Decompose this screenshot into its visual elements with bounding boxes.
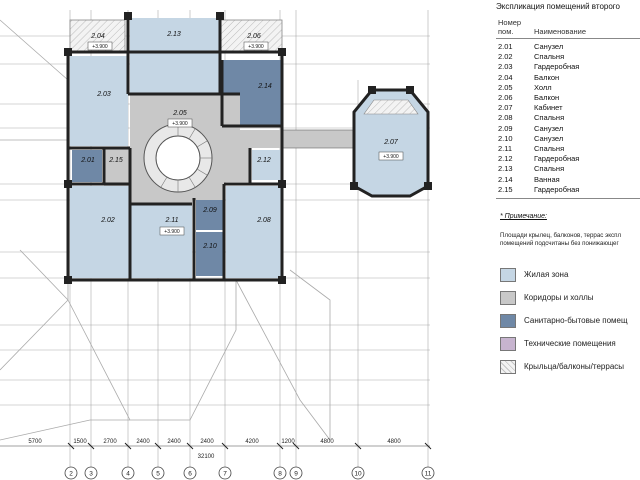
dim-label: 4800 — [387, 439, 401, 445]
axis-marker — [122, 467, 134, 479]
level-label-2.07: +3.900 — [383, 154, 399, 160]
room-label-2.11: 2.11 — [165, 217, 179, 224]
svg-text:10: 10 — [354, 470, 362, 478]
room-label-2.05: 2.05 — [173, 110, 187, 117]
legend-label: Технические помещения — [524, 339, 616, 348]
room-number: 2.15 — [498, 184, 513, 194]
svg-text:9: 9 — [294, 470, 298, 478]
legend-item — [500, 360, 640, 378]
room-number: 2.13 — [498, 164, 513, 174]
legend-swatch — [500, 360, 516, 374]
table-row — [496, 113, 640, 122]
room-name: Санузел — [534, 123, 564, 133]
room-2.01 — [72, 150, 102, 182]
room-label-2.10: 2.10 — [203, 243, 217, 250]
legend-swatch — [500, 291, 516, 305]
room-number: 2.02 — [498, 52, 513, 62]
table-divider — [496, 198, 640, 199]
legend-item — [500, 291, 640, 309]
table-row — [496, 154, 640, 163]
legend-item — [500, 337, 640, 355]
level-label-2.11: +3.900 — [164, 229, 180, 235]
column-header-number-line1: Номер — [498, 18, 522, 27]
room-name: Ванная — [534, 174, 560, 184]
dim-label: 5700 — [28, 439, 42, 445]
legend-item — [500, 268, 640, 286]
dim-label: 4200 — [245, 439, 259, 445]
room-name: Балкон — [534, 93, 560, 102]
dimension-labels — [28, 439, 401, 460]
dim-label: 4800 — [320, 439, 334, 445]
room-label-2.14: 2.14 — [258, 83, 272, 90]
table-row — [496, 144, 640, 153]
axis-marker — [65, 467, 77, 479]
room-name: Гардеробная — [534, 62, 580, 72]
room-2.10 — [196, 232, 224, 276]
legend-label: Коридоры и холлы — [524, 293, 594, 302]
room-2.03 — [70, 56, 128, 146]
table-row — [496, 103, 640, 112]
legend-label: Жилая зона — [524, 270, 569, 279]
room-number: 2.05 — [498, 82, 513, 92]
table-row — [496, 62, 640, 71]
legend-label: Крыльца/балконы/террасы — [524, 362, 625, 371]
legend-swatch — [500, 314, 516, 328]
total-dim-label: 32100 — [197, 454, 215, 460]
room-label-2.02: 2.02 — [101, 217, 115, 224]
room-label-2.13: 2.13 — [167, 31, 181, 38]
room-number: 2.04 — [498, 72, 513, 82]
legend-label: Санитарно-бытовые помещ — [524, 316, 628, 325]
room-name: Спальня — [534, 113, 565, 123]
table-row — [496, 42, 640, 51]
column-header-number — [498, 18, 521, 36]
room-label-2.01: 2.01 — [81, 157, 95, 164]
room-name: Гардеробная — [534, 184, 580, 194]
room-number: 2.03 — [498, 62, 513, 72]
bridge-corridor — [282, 130, 358, 148]
table-row — [496, 185, 640, 194]
room-number: 2.06 — [498, 93, 513, 102]
svg-text:6: 6 — [188, 470, 192, 478]
axis-marker — [184, 467, 196, 479]
legend-swatch — [500, 268, 516, 282]
table-row — [496, 83, 640, 92]
note-body — [500, 232, 621, 248]
room-name: Балкон — [534, 72, 560, 82]
room-number: 2.07 — [498, 103, 513, 113]
room-number: 2.09 — [498, 123, 513, 133]
svg-text:5: 5 — [156, 470, 160, 478]
room-name: Санузел — [534, 133, 564, 143]
table-row — [496, 52, 640, 61]
column-header-name: Наименование — [534, 27, 586, 36]
room-number: 2.14 — [498, 174, 513, 184]
room-number: 2.08 — [498, 113, 513, 123]
dim-label: 2400 — [167, 439, 181, 445]
axis-marker — [422, 467, 434, 479]
spiral-staircase — [144, 124, 212, 192]
table-row — [496, 73, 640, 82]
svg-text:11: 11 — [424, 470, 432, 478]
room-name: Гардеробная — [534, 154, 580, 164]
explication-panel — [496, 0, 640, 480]
table-row — [496, 124, 640, 133]
room-name: Санузел — [534, 42, 564, 51]
legend-swatch — [500, 337, 516, 351]
level-label-2.06: +3.900 — [248, 44, 264, 50]
room-name: Спальня — [534, 164, 565, 174]
svg-text:8: 8 — [278, 470, 282, 478]
table-row — [496, 164, 640, 173]
room-label-2.06: 2.06 — [247, 33, 261, 40]
room-label-2.08: 2.08 — [257, 217, 271, 224]
room-number: 2.01 — [498, 42, 513, 51]
svg-text:4: 4 — [126, 470, 130, 478]
note-line: помещений подсчитаны без понижающег — [500, 240, 619, 247]
dim-label: 1200 — [281, 439, 295, 445]
svg-text:3: 3 — [89, 470, 93, 478]
svg-text:7: 7 — [223, 470, 227, 478]
room-name: Спальня — [534, 52, 565, 62]
table-row — [496, 175, 640, 184]
dim-label: 2400 — [136, 439, 150, 445]
room-number: 2.11 — [498, 144, 513, 153]
dim-label: 1500 — [73, 439, 87, 445]
axis-marker — [219, 467, 231, 479]
table-row — [496, 134, 640, 143]
room-name: Кабинет — [534, 103, 563, 113]
room-2.09 — [196, 200, 224, 230]
explication-title: Экспликация помещений второго — [496, 2, 620, 11]
legend-item — [500, 314, 640, 332]
room-number: 2.12 — [498, 154, 513, 164]
room-label-2.04: 2.04 — [91, 33, 105, 40]
axis-marker — [290, 467, 302, 479]
room-label-2.03: 2.03 — [97, 91, 111, 98]
room-2.11 — [130, 204, 192, 278]
dim-label: 2400 — [200, 439, 214, 445]
level-label-2.05: +3.900 — [172, 121, 188, 127]
room-2.13 — [130, 18, 220, 94]
svg-text:2: 2 — [69, 470, 73, 478]
table-row — [496, 93, 640, 102]
axis-markers — [65, 467, 434, 479]
room-2.02 — [70, 186, 130, 278]
room-label-2.12: 2.12 — [257, 157, 271, 164]
axis-marker — [352, 467, 364, 479]
column-header-number-line2: пом. — [498, 27, 514, 36]
axis-marker — [274, 467, 286, 479]
note-line: Площади крылец, балконов, террас экспл — [500, 232, 622, 239]
note-title: * Примечание: — [500, 213, 547, 220]
table-divider — [496, 38, 640, 39]
room-label-2.09: 2.09 — [203, 207, 217, 214]
room-name: Спальня — [534, 144, 565, 153]
dim-label: 2700 — [103, 439, 117, 445]
axis-marker — [85, 467, 97, 479]
axis-marker — [152, 467, 164, 479]
room-2.08 — [226, 186, 282, 278]
room-number: 2.10 — [498, 133, 513, 143]
room-label-2.15: 2.15 — [109, 157, 123, 164]
dimension-line — [0, 443, 431, 449]
room-label-2.07: 2.07 — [384, 139, 398, 146]
room-name: Холл — [534, 82, 552, 92]
room-2.12 — [252, 150, 282, 180]
level-label-2.04: +3.900 — [92, 44, 108, 50]
